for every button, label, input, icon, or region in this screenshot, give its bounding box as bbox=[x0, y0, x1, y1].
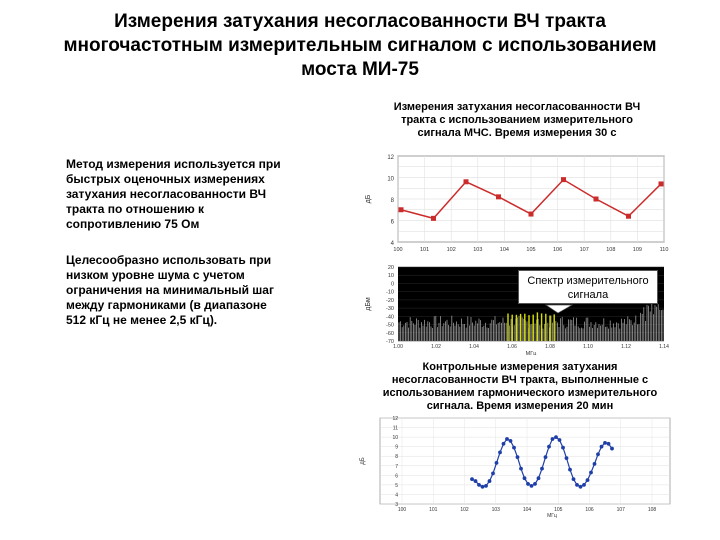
data-point bbox=[529, 212, 534, 217]
data-point bbox=[512, 446, 516, 450]
x-axis-label: МГц bbox=[525, 351, 537, 355]
x-tick-label: 106 bbox=[585, 507, 594, 513]
x-tick-label: 107 bbox=[616, 507, 625, 513]
x-tick-label: 103 bbox=[491, 507, 500, 513]
data-point bbox=[523, 476, 527, 480]
paragraph-line: низком уровне шума с учетом bbox=[66, 268, 245, 282]
y-tick-label: -30 bbox=[386, 306, 394, 313]
data-point bbox=[659, 181, 664, 186]
y-tick-label: 9 bbox=[395, 444, 398, 451]
data-point bbox=[477, 483, 481, 487]
y-tick-label: -40 bbox=[386, 314, 394, 321]
y-tick-label: 8 bbox=[395, 454, 398, 461]
y-tick-label: 10 bbox=[387, 176, 394, 183]
callout-spectrum bbox=[518, 270, 658, 304]
y-axis-label: дБ bbox=[365, 194, 372, 204]
x-tick-label: 1.10 bbox=[583, 344, 593, 350]
chart-sweep-line bbox=[356, 414, 676, 518]
callout-line: сигнала bbox=[567, 289, 609, 301]
data-point bbox=[431, 216, 436, 221]
x-tick-label: 100 bbox=[397, 507, 407, 513]
x-tick-label: 106 bbox=[553, 247, 563, 253]
x-tick-label: 1.06 bbox=[507, 344, 517, 350]
data-point bbox=[491, 472, 495, 476]
paragraph-line: сопротивлению 75 Ом bbox=[66, 217, 200, 231]
x-tick-label: 104 bbox=[499, 247, 509, 253]
y-tick-label: 7 bbox=[395, 463, 398, 470]
x-tick-label: 1.14 bbox=[659, 344, 669, 350]
y-axis-label: дБ bbox=[360, 457, 366, 465]
y-tick-label: 0 bbox=[390, 281, 394, 288]
data-point bbox=[607, 442, 611, 446]
data-point bbox=[626, 214, 631, 219]
x-tick-label: 1.00 bbox=[393, 344, 403, 350]
x-tick-label: 104 bbox=[522, 507, 532, 513]
x-tick-label: 1.12 bbox=[621, 344, 631, 350]
data-point bbox=[561, 446, 565, 450]
data-point bbox=[488, 479, 492, 483]
data-point bbox=[589, 471, 593, 475]
paragraph-line: быстрых оценочных измерениях bbox=[66, 172, 265, 186]
data-point bbox=[558, 438, 562, 442]
y-tick-label: 3 bbox=[395, 502, 398, 508]
y-tick-label: 8 bbox=[390, 198, 394, 204]
x-tick-label: 1.08 bbox=[545, 344, 555, 350]
data-point bbox=[586, 478, 590, 482]
data-point bbox=[547, 445, 551, 449]
data-point bbox=[596, 452, 600, 456]
data-point bbox=[568, 468, 572, 472]
data-point bbox=[561, 177, 566, 182]
slide-title bbox=[20, 10, 700, 82]
x-tick-label: 105 bbox=[526, 247, 536, 253]
data-point bbox=[464, 179, 469, 184]
caption-line: использованием гармонического измерительного bbox=[382, 387, 658, 399]
y-tick-label: 10 bbox=[392, 435, 398, 442]
x-tick-label: 101 bbox=[429, 507, 438, 513]
data-point bbox=[594, 197, 599, 202]
data-point bbox=[610, 447, 614, 451]
y-tick-label: 4 bbox=[390, 241, 394, 247]
data-point bbox=[530, 484, 534, 488]
x-tick-label: 108 bbox=[606, 247, 616, 253]
y-tick-label: 10 bbox=[387, 273, 394, 280]
data-point bbox=[544, 455, 548, 459]
paragraph-line: 512 кГц не менее 2,5 кГц). bbox=[66, 313, 218, 327]
x-tick-label: 102 bbox=[446, 247, 456, 253]
y-tick-label: 4 bbox=[395, 492, 398, 499]
data-point bbox=[582, 483, 586, 487]
paragraph-usage bbox=[66, 253, 274, 328]
paragraph-method bbox=[66, 157, 281, 232]
y-tick-label: -70 bbox=[386, 339, 394, 345]
caption-top bbox=[362, 101, 672, 140]
y-tick-label: -20 bbox=[386, 297, 394, 304]
data-point bbox=[516, 455, 520, 459]
data-point bbox=[537, 476, 541, 480]
data-point bbox=[554, 435, 558, 439]
x-tick-label: 109 bbox=[632, 247, 642, 253]
callout-line: Спектр измерительного bbox=[527, 275, 649, 287]
data-point bbox=[399, 207, 404, 212]
caption-line: сигнала. Время измерения 20 мин bbox=[426, 400, 614, 412]
caption-line: Контрольные измерения затухания bbox=[422, 361, 618, 373]
data-point bbox=[575, 483, 579, 487]
y-tick-label: 6 bbox=[395, 473, 398, 480]
x-tick-label: 100 bbox=[393, 247, 403, 253]
data-point bbox=[495, 461, 499, 465]
paragraph-line: тракта по отношению к bbox=[66, 202, 205, 216]
paragraph-line: Метод измерения используется при bbox=[66, 157, 281, 171]
data-point bbox=[526, 482, 530, 486]
data-point bbox=[481, 485, 485, 489]
y-tick-label: -10 bbox=[386, 289, 394, 296]
x-tick-label: 108 bbox=[647, 507, 657, 513]
x-tick-label: 1.02 bbox=[431, 344, 441, 350]
data-point bbox=[572, 477, 576, 481]
x-tick-label: 102 bbox=[460, 507, 469, 513]
data-point bbox=[593, 462, 597, 466]
y-tick-label: 12 bbox=[387, 155, 394, 161]
x-tick-label: 107 bbox=[579, 247, 589, 253]
y-tick-label: 20 bbox=[387, 265, 394, 271]
data-point bbox=[502, 442, 506, 446]
title-line: Измерения затухания несогласованности ВЧ тракта bbox=[114, 11, 606, 32]
data-point bbox=[579, 485, 583, 489]
x-tick-label: 110 bbox=[659, 247, 669, 253]
title-line: многочастотным измерительным сигналом с использованием bbox=[63, 35, 657, 56]
data-point bbox=[484, 484, 488, 488]
data-point bbox=[505, 437, 509, 441]
y-tick-label: -50 bbox=[386, 322, 394, 329]
data-point bbox=[509, 439, 513, 443]
data-point bbox=[498, 451, 502, 455]
data-point bbox=[540, 467, 544, 471]
y-tick-label: 11 bbox=[392, 425, 398, 432]
title-line: моста МИ-75 bbox=[301, 59, 419, 80]
paragraph-line: между гармониками (в диапазоне bbox=[66, 298, 267, 312]
data-point bbox=[603, 441, 607, 445]
data-point bbox=[565, 456, 569, 460]
data-point bbox=[470, 477, 474, 481]
x-tick-label: 1.04 bbox=[469, 344, 479, 350]
plot-frame bbox=[380, 418, 670, 504]
y-tick-label: -60 bbox=[386, 330, 394, 337]
x-tick-label: 103 bbox=[473, 247, 483, 253]
caption-bottom bbox=[362, 361, 678, 413]
data-point bbox=[533, 482, 537, 486]
x-tick-label: 101 bbox=[420, 247, 430, 253]
caption-line: Измерения затухания несогласованности ВЧ bbox=[393, 101, 641, 113]
data-point bbox=[474, 479, 478, 483]
paragraph-line: затухания несогласованности ВЧ bbox=[66, 187, 267, 201]
chart-mchs-line bbox=[358, 152, 670, 260]
caption-line: тракта с использованием измерительного bbox=[401, 114, 633, 126]
y-tick-label: 6 bbox=[390, 219, 394, 226]
paragraph-line: ограничения на минимальный шаг bbox=[66, 283, 274, 297]
x-axis-label: МГц bbox=[547, 513, 557, 518]
y-axis-label: дБм bbox=[365, 297, 372, 311]
caption-line: несогласованности ВЧ тракта, выполненные с bbox=[391, 374, 649, 386]
caption-line: сигнала МЧС. Время измерения 30 с bbox=[417, 127, 617, 139]
data-point bbox=[496, 194, 501, 199]
paragraph-line: Целесообразно использовать при bbox=[66, 253, 272, 267]
data-point bbox=[551, 437, 555, 441]
x-tick-label: 105 bbox=[554, 507, 563, 513]
data-point bbox=[519, 467, 523, 471]
y-tick-label: 12 bbox=[392, 416, 398, 422]
y-tick-label: 5 bbox=[395, 482, 398, 489]
data-point bbox=[600, 445, 604, 449]
